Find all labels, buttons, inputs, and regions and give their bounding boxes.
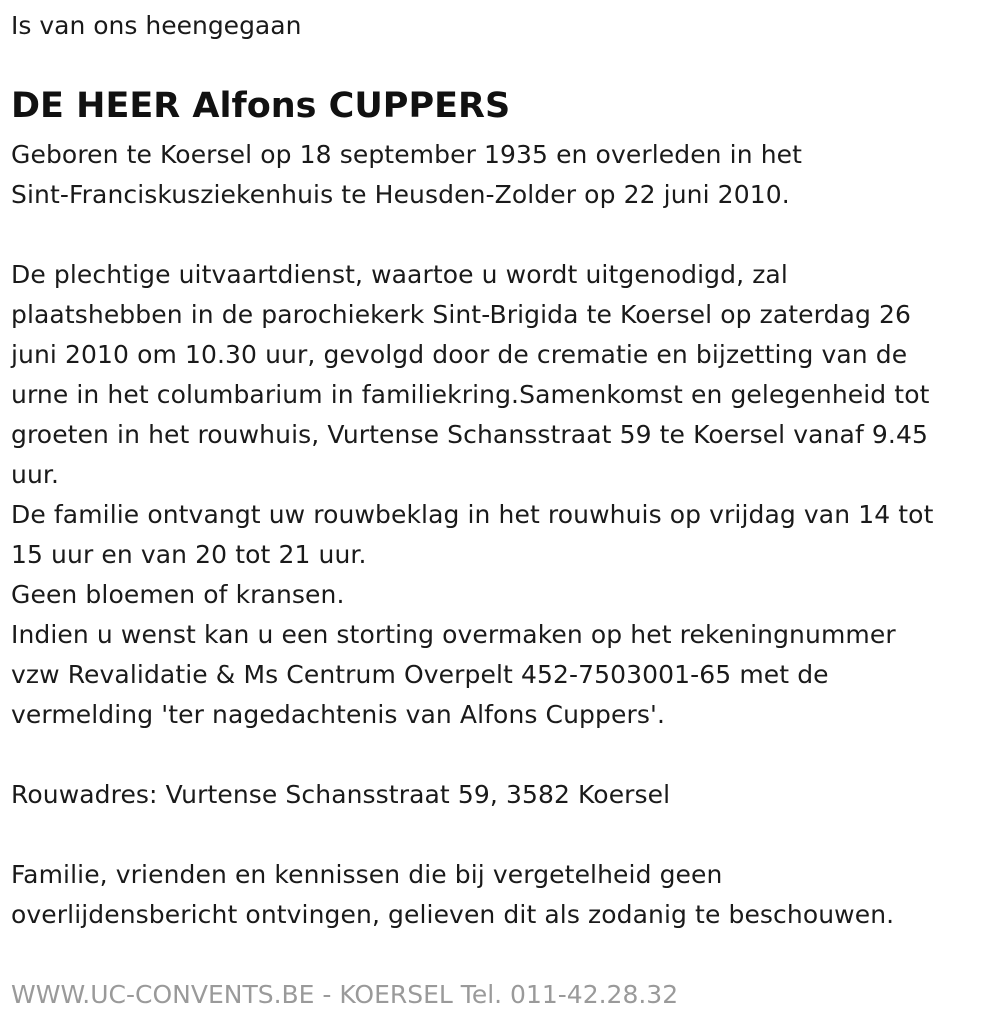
birth-line: Geboren te Koersel op 18 september 1935 en overleden in het — [11, 140, 803, 169]
service-line: Indien u wenst kan u een storting overmaken op het rekeningnummer — [11, 620, 896, 649]
service-line: 15 uur en van 20 tot 21 uur. — [11, 540, 367, 569]
service-line: groeten in het rouwhuis, Vurtense Schansstraat 59 te Koersel vanaf 9.45 — [11, 420, 928, 449]
service-line: De plechtige uitvaartdienst, waartoe u wordt uitgenodigd, zal — [11, 260, 788, 289]
notice-line: overlijdensbericht ontvingen, gelieven dit als zodanig te beschouwen. — [11, 900, 895, 929]
mourning-address — [11, 775, 670, 815]
service-line: uur. — [11, 460, 60, 489]
service-line: De familie ontvangt uw rouwbeklag in het rouwhuis op vrijdag van 14 tot — [11, 500, 934, 529]
address-line: Rouwadres: Vurtense Schansstraat 59, 3582 Koersel — [11, 780, 671, 809]
service-line: plaatshebben in de parochiekerk Sint-Brigida te Koersel op zaterdag 26 — [11, 300, 911, 329]
funeral-service-paragraph — [11, 255, 933, 735]
deceased-name: DE HEER Alfons CUPPERS — [11, 86, 511, 126]
notice-line: Familie, vrienden en kennissen die bij vergetelheid geen — [11, 860, 723, 889]
birth-line: Sint-Franciskusziekenhuis te Heusden-Zolder op 22 juni 2010. — [11, 180, 790, 209]
service-line: urne in het columbarium in familiekring.Samenkomst en gelegenheid tot — [11, 380, 930, 409]
closing-notice — [11, 855, 894, 935]
service-line: juni 2010 om 10.30 uur, gevolgd door de crematie en bijzetting van de — [11, 340, 908, 369]
intro-text: Is van ons heengegaan — [11, 11, 302, 40]
birth-death-paragraph — [11, 135, 802, 215]
service-line: Geen bloemen of kransen. — [11, 580, 345, 609]
service-line: vermelding 'ter nagedachtenis van Alfons Cuppers'. — [11, 700, 665, 729]
footer-credit: WWW.UC-CONVENTS.BE - KOERSEL Tel. 011-42.28.32 — [11, 980, 679, 1009]
service-line: vzw Revalidatie & Ms Centrum Overpelt 452-7503001-65 met de — [11, 660, 829, 689]
